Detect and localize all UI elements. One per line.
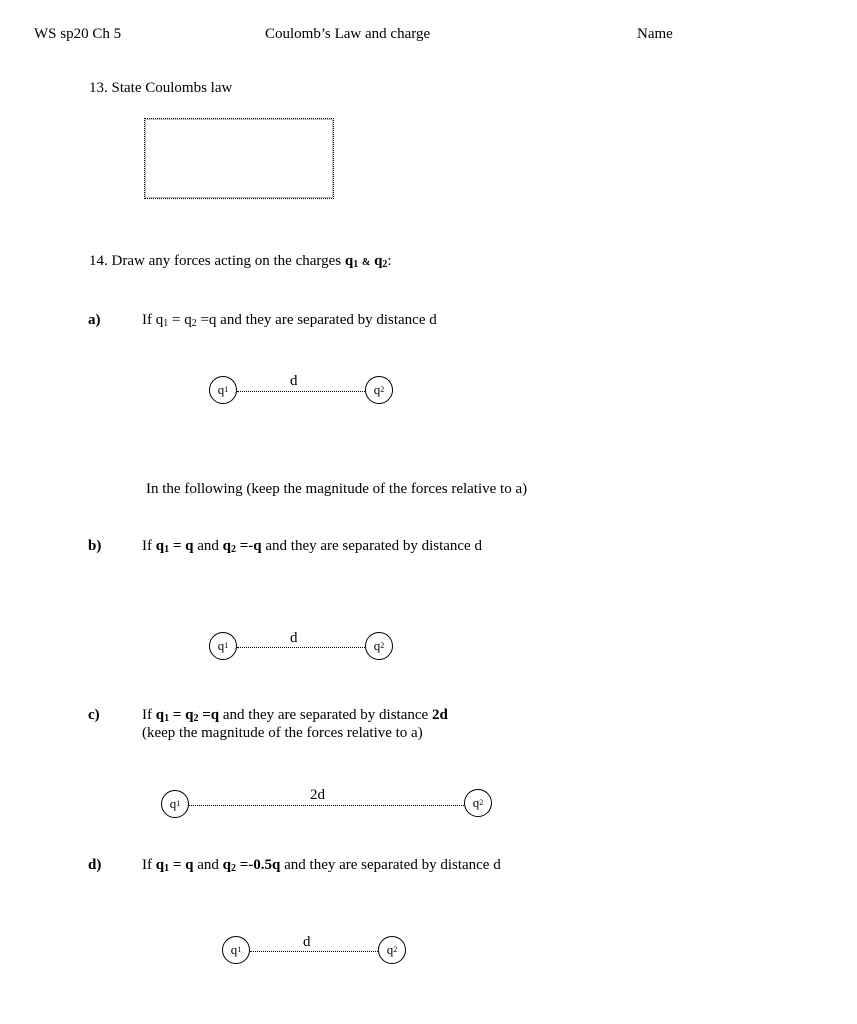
header-course: WS sp20 Ch 5 bbox=[34, 26, 122, 42]
charge-q1-c: q 1 bbox=[161, 790, 189, 818]
charge-q1-d: q 1 bbox=[222, 936, 250, 964]
charge-q1-b: q 1 bbox=[209, 632, 237, 660]
charge-q1-a: q 1 bbox=[209, 376, 237, 404]
part-c-letter: c) bbox=[88, 707, 100, 723]
charge-q2-a: q 2 bbox=[365, 376, 393, 404]
part-a-letter: a) bbox=[88, 312, 101, 328]
instruction-note: In the following (keep the magnitude of the forces relative to a) bbox=[146, 481, 528, 497]
part-a-text: If $q_1 = q_2 =q$ and they are separated by distance d bbox=[142, 312, 437, 329]
distance-line-d bbox=[250, 951, 378, 952]
answer-box-13[interactable] bbox=[144, 118, 334, 199]
charge-q2-d: q 2 bbox=[378, 936, 406, 964]
distance-line-c bbox=[189, 805, 464, 806]
distance-label-b: d bbox=[290, 630, 298, 646]
charge-q2-c: q 2 bbox=[464, 789, 492, 817]
header-name-label: Name bbox=[637, 26, 673, 42]
question-13: 13. State Coulombs law bbox=[89, 80, 233, 96]
question-14: 14. Draw any forces acting on the charges $q_1$ & $q_2$: bbox=[89, 253, 392, 270]
distance-line-b bbox=[237, 647, 365, 648]
distance-label-d: d bbox=[303, 934, 311, 950]
distance-label-c: 2d bbox=[310, 787, 325, 803]
header-title: Coulomb’s Law and charge bbox=[265, 26, 431, 42]
part-d-text: If $q_1 = q$ and $q_2 =-0.5q$ and they are separated by distance d bbox=[142, 857, 501, 874]
distance-label-a: d bbox=[290, 373, 298, 389]
part-c-text: If $q_1 = q_2 =q$ and they are separated by distance 2d bbox=[142, 707, 448, 724]
part-c-note: (keep the magnitude of the forces relative to a) bbox=[142, 725, 423, 741]
distance-line-a bbox=[237, 391, 365, 392]
part-d-letter: d) bbox=[88, 857, 102, 873]
charge-q2-b: q 2 bbox=[365, 632, 393, 660]
part-b-letter: b) bbox=[88, 538, 102, 554]
part-b-text: If $q_1 = q$ and $q_2 =-q$ and they are separated by distance d bbox=[142, 538, 482, 555]
